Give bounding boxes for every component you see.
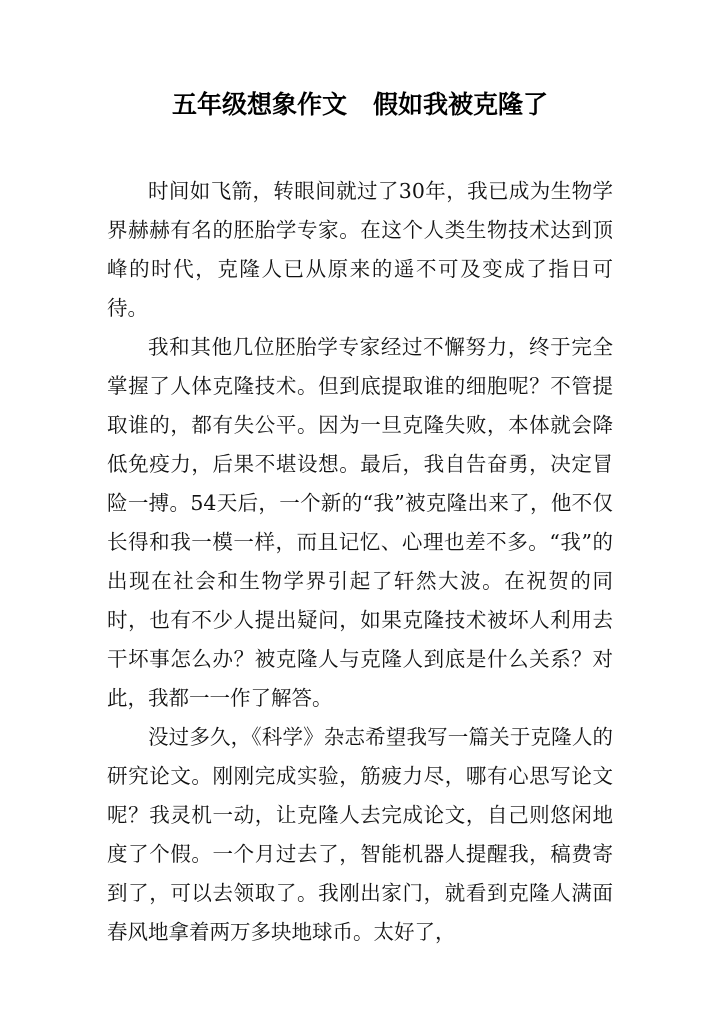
paragraph-2: 我和其他几位胚胎学专家经过不懈努力，终于完全掌握了人体克隆技术。但到底提取谁的细胞呢？不管提取谁的，都有失公平。因为一旦克隆失败，本体就会降低免疫力，后果不堪设想。最后，我自告奋勇，决定冒险一搏。54天后，一个新的“我”被克隆出来了，他不仅长得和我一模一样，而且记忆、心理也差不多。“我”的出现在社会和生物学界引起了轩然大波。在祝贺的同时，也有不少人提出疑问，如果克隆技术被坏人利用去干坏事怎么办？被克隆人与克隆人到底是什么关系？对此，我都一一作了解答。 [107,335,613,710]
document-body [107,172,613,952]
document-title: 五年级想象作文 假如我被克隆了 [171,90,549,119]
paragraph-1: 时间如飞箭，转眼间就过了30年，我已成为生物学界赫赫有名的胚胎学专家。在这个人类生物技术达到顶峰的时代，克隆人已从原来的遥不可及变成了指日可待。 [107,179,613,320]
paragraph-3: 没过多久，《科学》杂志希望我写一篇关于克隆人的研究论文。刚刚完成实验，筋疲力尽，哪有心思写论文呢？我灵机一动，让克隆人去完成论文，自己则悠闲地度了个假。一个月过去了，智能机器人提醒我，稿费寄到了，可以去领取了。我刚出家门，就看到克隆人满面春风地拿着两万多块地球币。太好了， [107,725,613,944]
